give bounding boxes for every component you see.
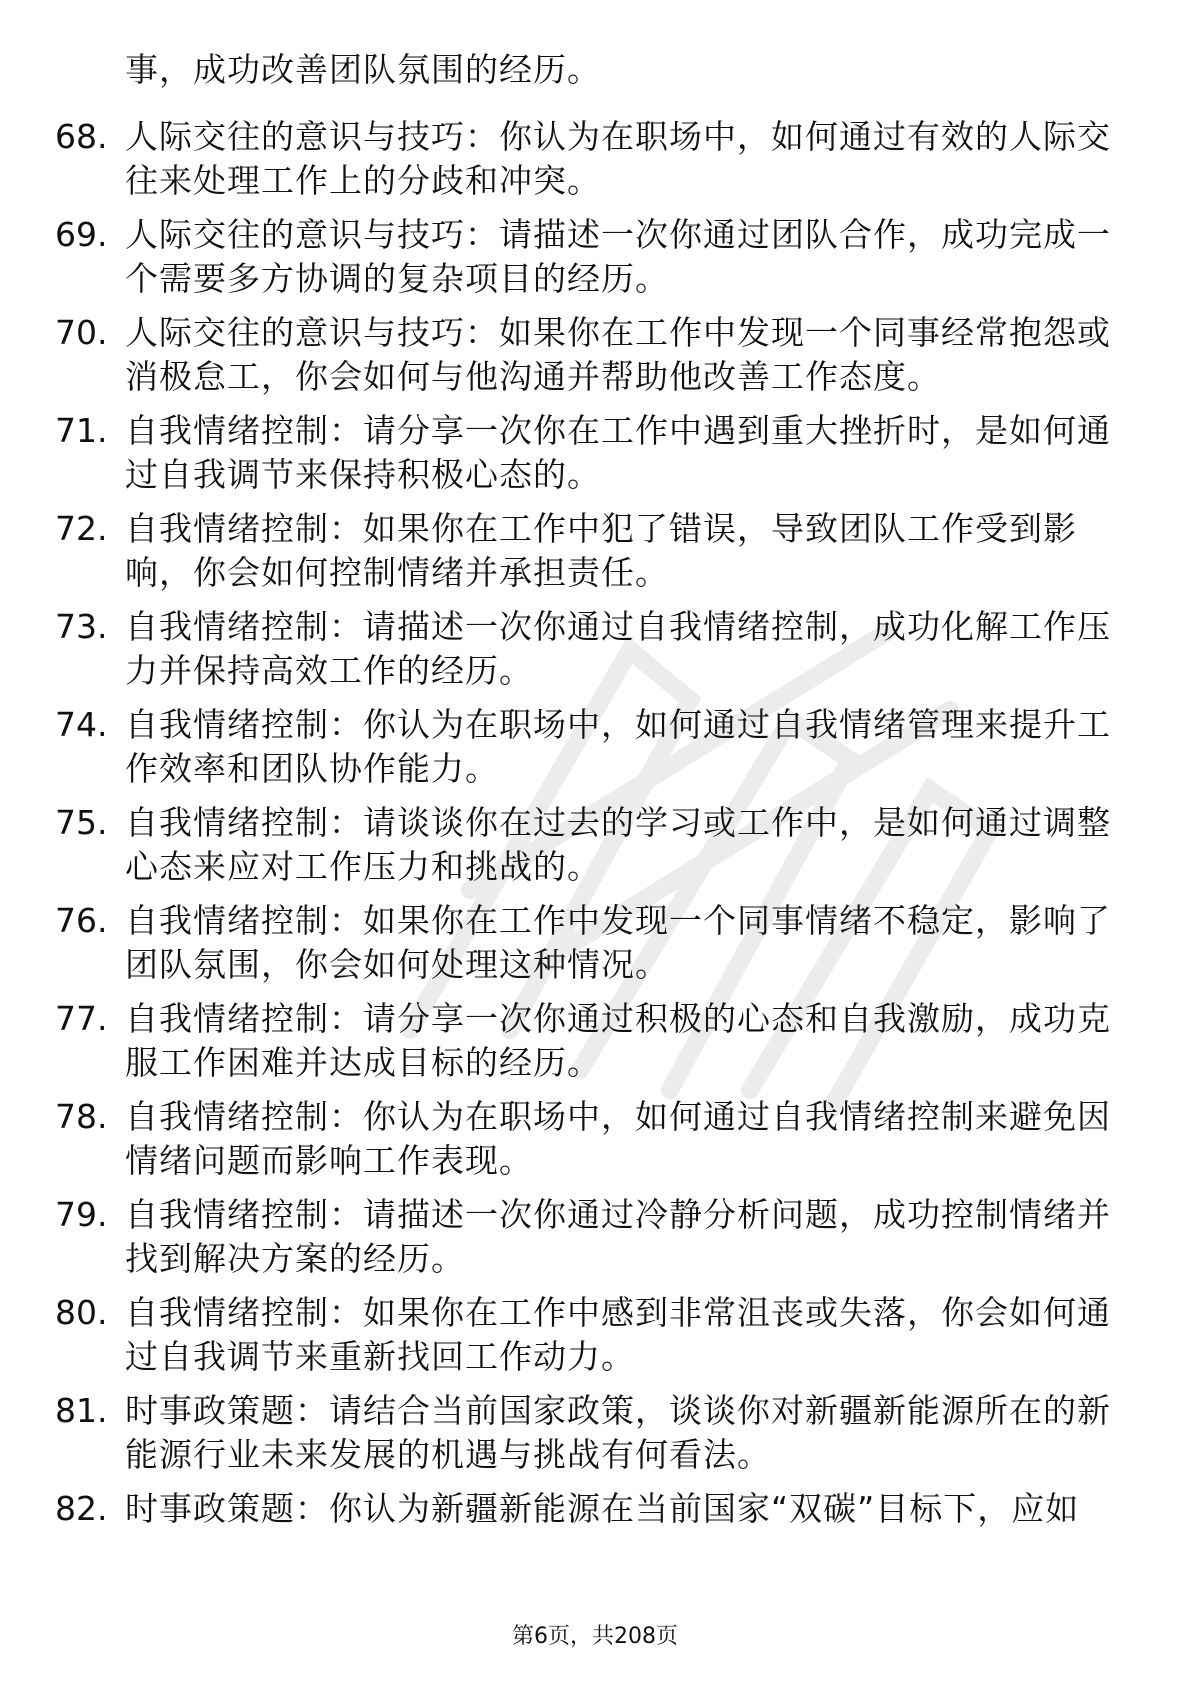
question-number: 70. (55, 313, 108, 352)
list-item (0, 899, 1190, 997)
question-text: 自我情绪控制：如果你在工作中犯了错误，导致团队工作受到影响，你会如何控制情绪并承担责任。 (125, 509, 1077, 592)
question-number: 77. (55, 999, 108, 1038)
list-item (0, 213, 1190, 311)
list-item (0, 507, 1190, 605)
question-number: 81. (55, 1391, 108, 1430)
question-number: 73. (55, 607, 108, 646)
list-item (0, 1487, 1190, 1585)
question-list (0, 115, 1190, 1585)
question-text: 自我情绪控制：你认为在职场中，如何通过自我情绪控制来避免因情绪问题而影响工作表现。 (125, 1097, 1111, 1180)
question-number: 75. (55, 803, 108, 842)
question-number: 79. (55, 1195, 108, 1234)
list-item (0, 997, 1190, 1095)
question-text: 自我情绪控制：请谈谈你在过去的学习或工作中，是如何通过调整心态来应对工作压力和挑战的。 (125, 803, 1111, 886)
question-number: 76. (55, 901, 108, 940)
question-text: 人际交往的意识与技巧：如果你在工作中发现一个同事经常抱怨或消极怠工，你会如何与他沟通并帮助他改善工作态度。 (125, 313, 1111, 396)
list-item (0, 1291, 1190, 1389)
question-number: 68. (55, 117, 108, 156)
question-text: 自我情绪控制：请分享一次你在工作中遇到重大挫折时，是如何通过自我调节来保持积极心态的。 (125, 411, 1111, 494)
question-text: 人际交往的意识与技巧：请描述一次你通过团队合作，成功完成一个需要多方协调的复杂项目的经历。 (125, 215, 1111, 298)
question-text: 自我情绪控制：你认为在职场中，如何通过自我情绪管理来提升工作效率和团队协作能力。 (125, 705, 1111, 788)
list-item (0, 115, 1190, 213)
page-footer: 第6页，共208页 (512, 1624, 678, 1649)
question-text: 自我情绪控制：请描述一次你通过冷静分析问题，成功控制情绪并找到解决方案的经历。 (125, 1195, 1111, 1278)
list-item (0, 409, 1190, 507)
question-number: 71. (55, 411, 108, 450)
list-item (0, 703, 1190, 801)
question-text: 自我情绪控制：请描述一次你通过自我情绪控制，成功化解工作压力并保持高效工作的经历。 (125, 607, 1111, 690)
question-number: 78. (55, 1097, 108, 1136)
list-item (0, 801, 1190, 899)
question-text: 自我情绪控制：请分享一次你通过积极的心态和自我激励，成功克服工作困难并达成目标的经历。 (125, 999, 1111, 1082)
list-item (0, 1193, 1190, 1291)
question-number: 74. (55, 705, 108, 744)
question-number: 82. (55, 1489, 108, 1528)
question-number: 72. (55, 509, 108, 548)
continued-text: 事，成功改善团队氛围的经历。 (125, 50, 601, 89)
list-item (0, 605, 1190, 703)
list-item (0, 1095, 1190, 1193)
list-item (0, 1389, 1190, 1487)
question-number: 69. (55, 215, 108, 254)
question-text: 人际交往的意识与技巧：你认为在职场中，如何通过有效的人际交往来处理工作上的分歧和冲突。 (125, 117, 1111, 200)
list-item (0, 311, 1190, 409)
question-text: 时事政策题：请结合当前国家政策，谈谈你对新疆新能源所在的新能源行业未来发展的机遇与挑战有何看法。 (125, 1391, 1111, 1474)
question-text: 自我情绪控制：如果你在工作中发现一个同事情绪不稳定，影响了团队氛围，你会如何处理这种情况。 (125, 901, 1111, 984)
question-number: 80. (55, 1293, 108, 1332)
question-text: 自我情绪控制：如果你在工作中感到非常沮丧或失落，你会如何通过自我调节来重新找回工作动力。 (125, 1293, 1111, 1376)
question-text: 时事政策题：你认为新疆新能源在当前国家“双碳”目标下，应如 (125, 1489, 1080, 1528)
